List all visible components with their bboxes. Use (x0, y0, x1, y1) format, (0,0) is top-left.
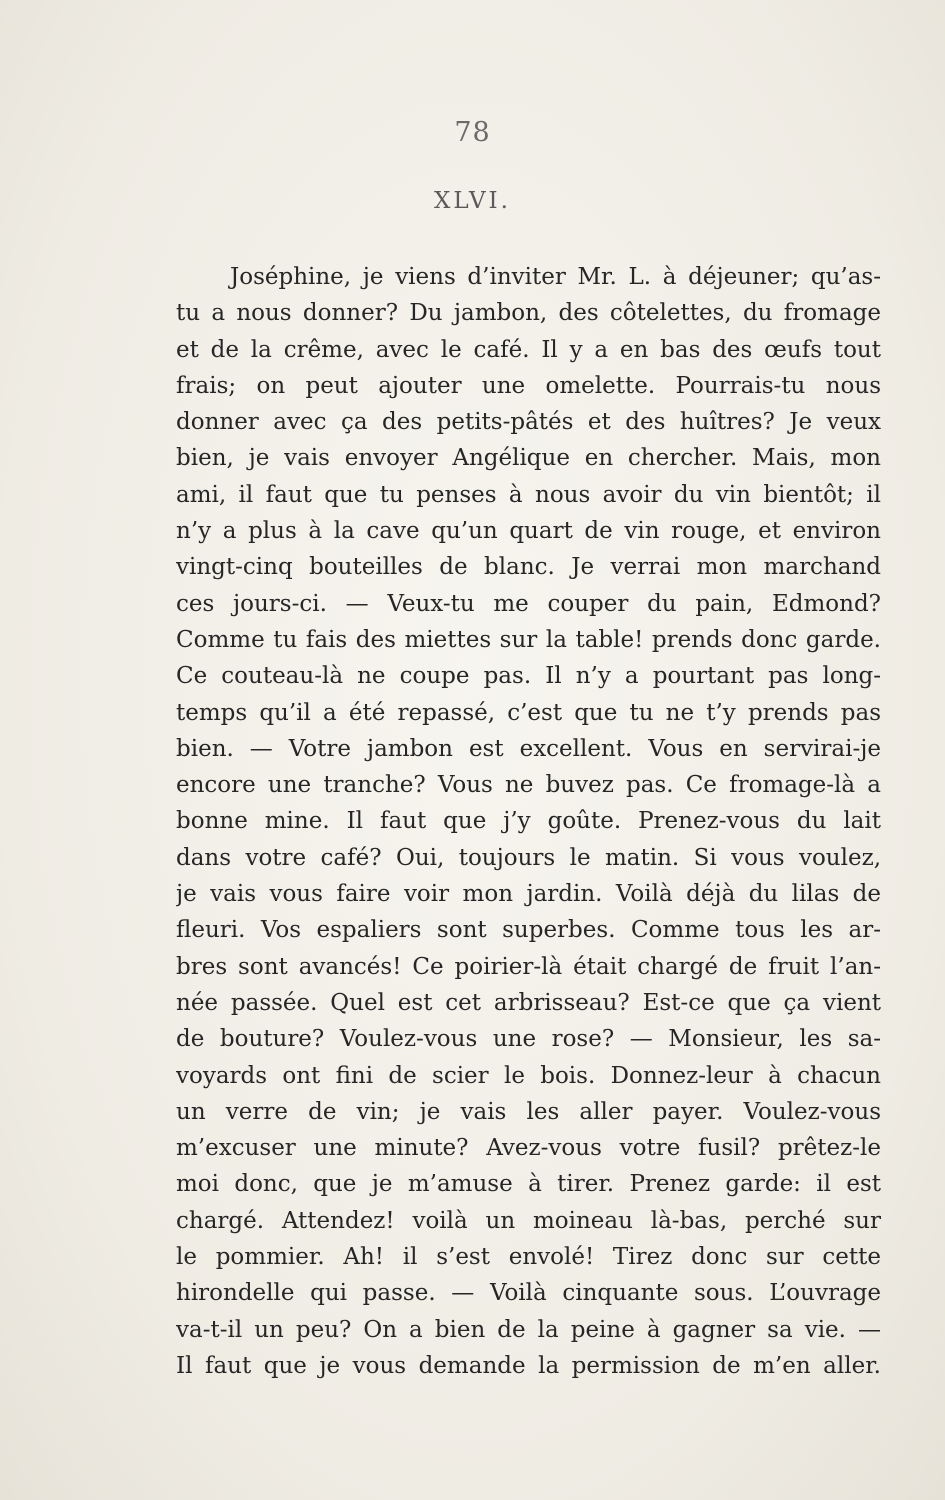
chapter-heading: XLVI. (434, 188, 511, 214)
text-line: moi donc, que je m’amuse à tirer. Prenez garde: il est (176, 1171, 881, 1198)
text-line: le pommier. Ah! il s’est envolé! Tirez donc sur cette (176, 1244, 881, 1271)
text-line: donner avec ça des petits-pâtés et des huîtres? Je veux (176, 409, 881, 436)
text-line: n’y a plus à la cave qu’un quart de vin rouge, et environ (176, 518, 881, 545)
text-line: bien, je vais envoyer Angélique en chercher. Mais, mon (176, 445, 881, 472)
text-line: ces jours-ci. — Veux-tu me couper du pain, Edmond? (176, 590, 881, 617)
text-line: Ce couteau-là ne coupe pas. Il n’y a pourtant pas long- (176, 663, 881, 690)
text-line: bien. — Votre jambon est excellent. Vous en servirai-je (176, 735, 881, 762)
body-text (176, 259, 881, 1384)
text-line: Joséphine, je viens d’inviter Mr. L. à déjeuner; qu’as- (230, 264, 881, 290)
text-line: née passée. Quel est cet arbrisseau? Est-ce que ça vient (176, 989, 881, 1016)
text-line: temps qu’il a été repassé, c’est que tu ne t’y prends pas (176, 699, 881, 726)
text-line: je vais vous faire voir mon jardin. Voilà déjà du lilas de (176, 881, 881, 908)
text-line: frais; on peut ajouter une omelette. Pourrais-tu nous (176, 372, 881, 399)
text-line: encore une tranche? Vous ne buvez pas. Ce fromage-là a (176, 772, 881, 799)
page-number: 78 (454, 117, 491, 148)
text-line: vingt-cinq bouteilles de blanc. Je verrai mon marchand (176, 554, 881, 581)
text-line: hirondelle qui passe. — Voilà cinquante sous. L’ouvrage (176, 1280, 881, 1307)
text-line: ami, il faut que tu penses à nous avoir du vin bientôt; il (176, 481, 881, 508)
text-line: Il faut que je vous demande la permission de m’en aller. (176, 1352, 881, 1379)
text-line: chargé. Attendez! voilà un moineau là-bas, perché sur (176, 1207, 881, 1234)
text-line: tu a nous donner? Du jambon, des côtelettes, du fromage (176, 300, 881, 327)
text-line: fleuri. Vos espaliers sont superbes. Comme tous les ar- (176, 917, 881, 944)
text-line: un verre de vin; je vais les aller payer. Voulez-vous (176, 1098, 881, 1125)
text-line: va-t-il un peu? On a bien de la peine à gagner sa vie. — (176, 1316, 881, 1343)
text-line: voyards ont fini de scier le bois. Donnez-leur à chacun (176, 1062, 881, 1089)
text-line: et de la crême, avec le café. Il y a en bas des œufs tout (176, 336, 881, 363)
text-line: de bouture? Voulez-vous une rose? — Monsieur, les sa- (176, 1026, 881, 1053)
text-line: bonne mine. Il faut que j’y goûte. Prenez-vous du lait (176, 808, 881, 835)
text-line: bres sont avancés! Ce poirier-là était chargé de fruit l’an- (176, 953, 881, 980)
text-line: Comme tu fais des miettes sur la table! prends donc garde. (176, 626, 881, 653)
text-line: m’excuser une minute? Avez-vous votre fusil? prêtez-le (176, 1135, 881, 1162)
text-line: dans votre café? Oui, toujours le matin. Si vous voulez, (176, 844, 881, 871)
